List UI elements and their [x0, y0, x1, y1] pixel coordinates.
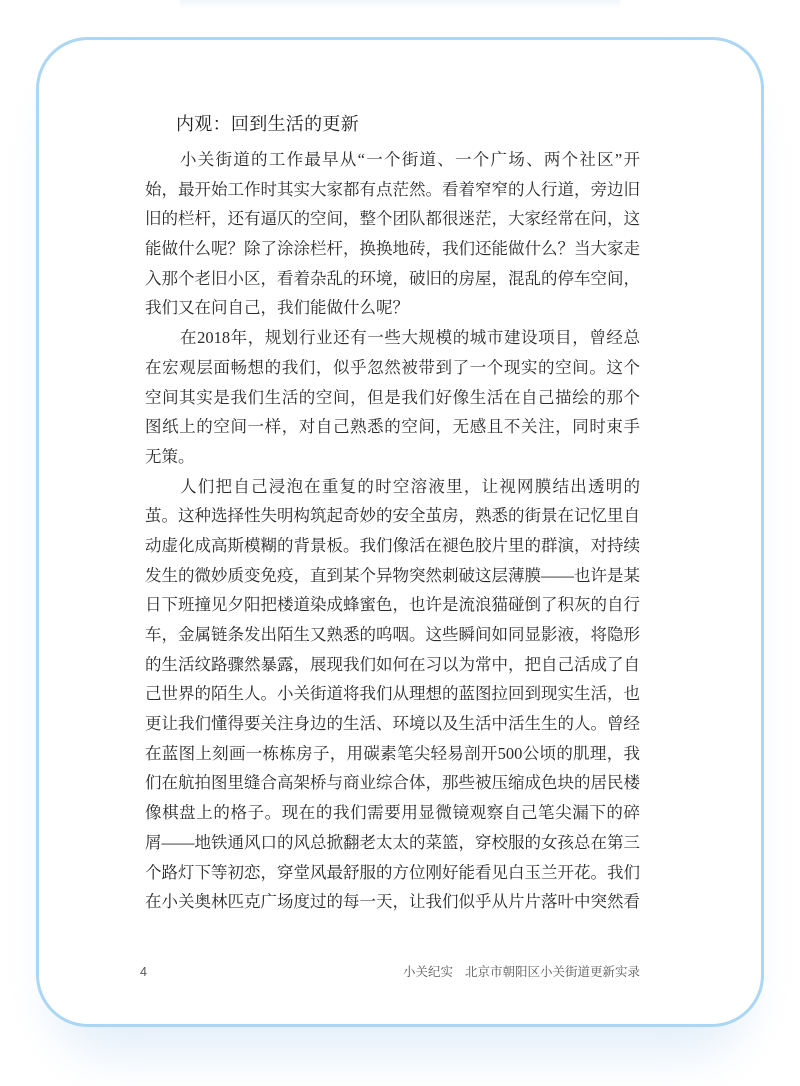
paragraph-2-line: 图纸上的空间一样，对自己熟悉的空间，无感且不关注，同时束手 — [145, 417, 640, 437]
paragraph-2-line: 在2018年，规划行业还有一些大规模的城市建设项目，曾经总 — [180, 328, 640, 348]
paragraph-3-line: 己世界的陌生人。小关街道将我们从理想的蓝图拉回到现实生活，也 — [145, 684, 640, 704]
paragraph-3-line: 在蓝图上刻画一栋栋房子，用碳素笔尖轻易剖开500公顷的肌理，我 — [145, 743, 640, 763]
paragraph-3-line: 屑——地铁通风口的风总掀翻老太太的菜篮，穿校服的女孩总在第三 — [145, 832, 640, 852]
footer-book-title: 小关纪实 — [402, 965, 453, 979]
paragraph-3-line: 茧。这种选择性失明构筑起奇妙的安全茧房，熟悉的街景在记忆里自 — [145, 506, 640, 526]
paragraph-1-line: 入那个老旧小区，看着杂乱的环境，破旧的房屋，混乱的停车空间， — [145, 268, 640, 288]
paragraph-3-line: 个路灯下等初恋，穿堂风最舒服的方位刚好能看见白玉兰开花。我们 — [145, 862, 640, 882]
top-fade-decoration — [180, 0, 620, 8]
paragraph-3-line: 发生的微妙质变免疫，直到某个异物突然刺破这层薄膜——也许是某 — [145, 565, 640, 585]
paragraph-3-line: 们在航拍图里缝合高架桥与商业综合体，那些被压缩成色块的居民楼 — [145, 773, 640, 793]
paragraph-1-line: 我们又在问自己，我们能做什么呢？ — [145, 298, 409, 318]
paragraph-1-line: 能做什么呢？除了涂涂栏杆，换换地砖，我们还能做什么？当大家走 — [145, 239, 640, 259]
footer-book-subtitle: 北京市朝阳区小关街道更新实录 — [464, 965, 640, 979]
body-text — [145, 145, 640, 917]
page-number: 4 — [140, 965, 147, 979]
paragraph-3-line: 动虚化成高斯模糊的背景板。我们像活在褪色胶片里的群演，对持续 — [145, 535, 640, 555]
section-title: 内观：回到生活的更新 — [176, 114, 359, 134]
paragraph-1-line: 始，最开始工作时其实大家都有点茫然。看着窄窄的人行道，旁边旧 — [145, 179, 640, 199]
running-footer — [403, 963, 640, 981]
paragraph-3-line: 更让我们懂得要关注身边的生活、环境以及生活中活生生的人。曾经 — [145, 714, 640, 734]
paragraph-2-line: 在宏观层面畅想的我们，似乎忽然被带到了一个现实的空间。这个 — [145, 357, 640, 377]
paragraph-3-line: 人们把自己浸泡在重复的时空溶液里，让视网膜结出透明的 — [180, 476, 640, 496]
paragraph-2-line: 无策。 — [145, 446, 195, 466]
paragraph-3-line: 在小关奥林匹克广场度过的每一天，让我们似乎从片片落叶中突然看 — [145, 892, 640, 912]
paragraph-3-line: 车，金属链条发出陌生又熟悉的呜咽。这些瞬间如同显影液，将隐形 — [145, 625, 640, 644]
paragraph-2-line: 空间其实是我们生活的空间，但是我们好像生活在自己描绘的那个 — [145, 387, 640, 407]
paragraph-3-line: 的生活纹路骤然暴露，展现我们如何在习以为常中，把自己活成了自 — [145, 654, 640, 674]
paragraph-3-line: 日下班撞见夕阳把楼道染成蜂蜜色，也许是流浪猫碰倒了积灰的自行 — [145, 595, 640, 615]
paragraph-3-line: 像棋盘上的格子。现在的我们需要用显微镜观察自己笔尖漏下的碎 — [145, 803, 640, 823]
paragraph-1-line: 旧的栏杆，还有逼仄的空间，整个团队都很迷茫，大家经常在问，这 — [145, 209, 640, 229]
paragraph-1-line: 小关街道的工作最早从“一个街道、一个广场、两个社区”开 — [180, 150, 640, 169]
